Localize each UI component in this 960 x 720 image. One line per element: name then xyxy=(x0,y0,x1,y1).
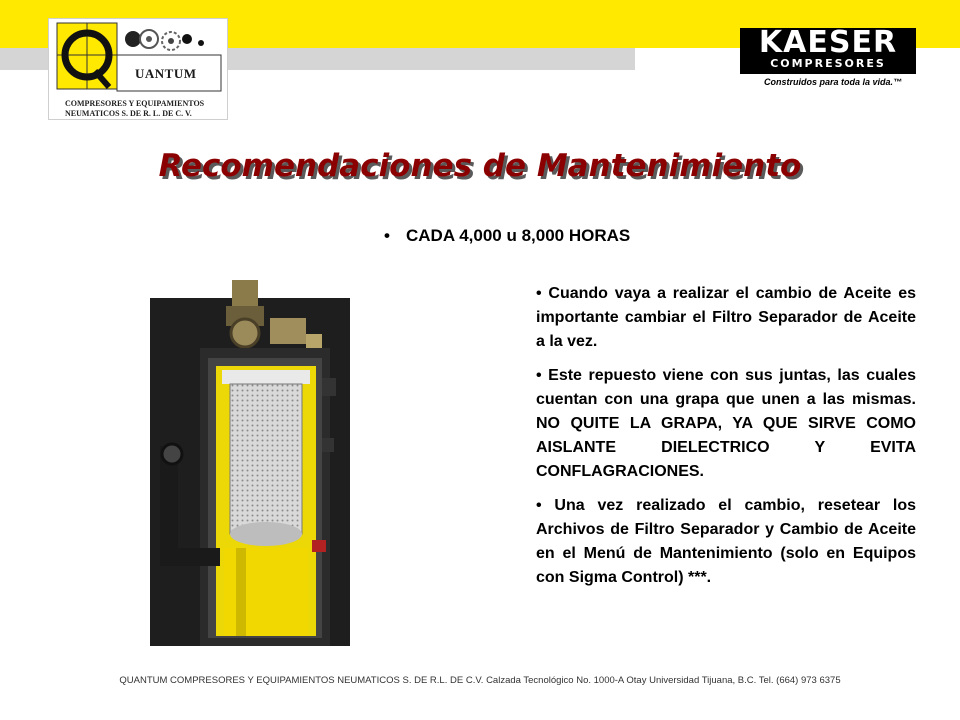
kaeser-logo-name: KAESER xyxy=(758,25,898,60)
section-bullet: • xyxy=(384,226,390,245)
paragraph-gaskets-warning: • Este repuesto viene con sus juntas, las cuales cuentan con una grapa que unen a las mismas. NO QUITE LA GRAPA, YA QUE SIRVE COMO AISLANTE DIELECTRICO Y EVITA CONFLAGRACIONES. xyxy=(536,367,916,480)
paragraph-reset-files: • Una vez realizado el cambio, resetear los Archivos de Filtro Separador y Cambio de Aceite en el Menú de Mantenimiento (solo en Equipos con Sigma Control) ***. xyxy=(536,497,916,586)
quantum-logo-subtitle-1: COMPRESORES Y EQUIPAMIENTOS xyxy=(65,99,205,108)
paragraph-oil-change: • Cuando vaya a realizar el cambio de Aceite es importante cambiar el Filtro Separador de Aceite a la vez. xyxy=(536,285,916,350)
quantum-logo xyxy=(48,18,228,120)
kaeser-logo-tagline: Construidos para toda la vida.™ xyxy=(764,77,903,87)
kaeser-logo-box xyxy=(740,25,916,74)
section-heading-text: CADA 4,000 u 8,000 HORAS xyxy=(406,226,631,245)
quantum-logo-subtitle-2: NEUMATICOS S. DE R. L. DE C. V. xyxy=(65,109,192,118)
footer-address: QUANTUM COMPRESORES Y EQUIPAMIENTOS NEUMATICOS S. DE R.L. DE C.V. Calzada Tecnológico No. 1000-A Otay Universidad Tijuana, B.C. Tel. (664) 973 6375 xyxy=(119,675,841,686)
section-heading xyxy=(384,226,630,246)
slide-title: Recomendaciones de Mantenimiento xyxy=(158,148,802,184)
kaeser-logo xyxy=(736,22,922,98)
quantum-logo-name: UANTUM xyxy=(135,66,197,81)
separator-tank-illustration xyxy=(150,278,350,646)
separator-tank-photo xyxy=(150,278,350,646)
kaeser-logo-subtitle: COMPRESORES xyxy=(770,57,886,70)
body-text-column xyxy=(536,282,916,600)
